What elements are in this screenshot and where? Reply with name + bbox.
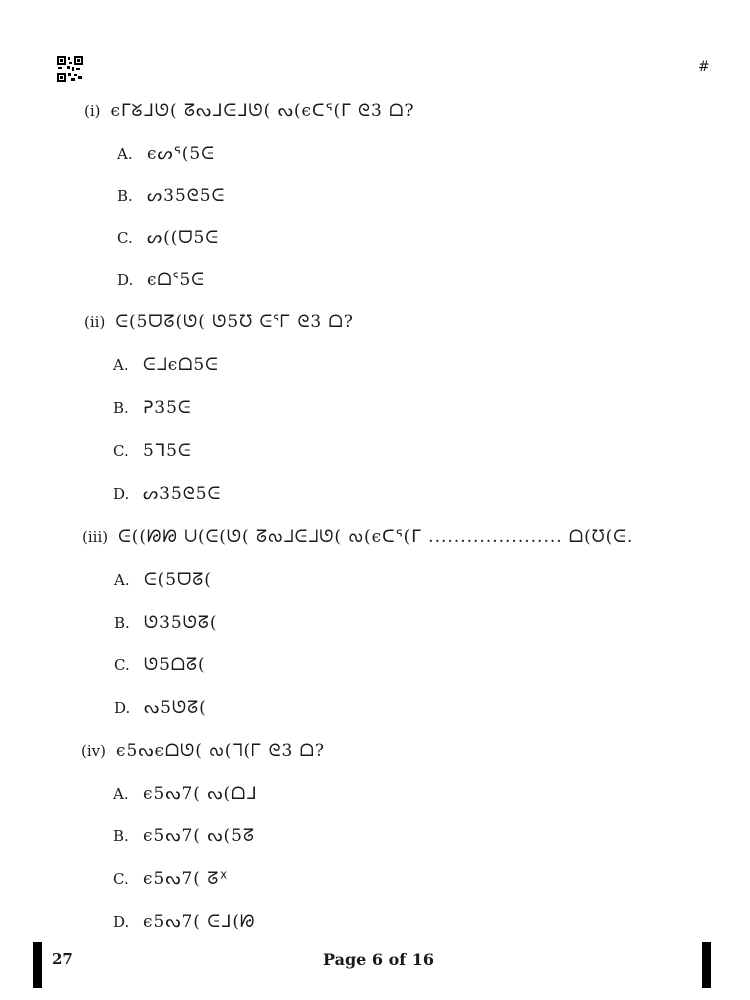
option-letter: D. — [113, 913, 130, 931]
footer-right-bar — [702, 942, 711, 988]
option-1c — [117, 228, 219, 248]
option-4d — [113, 912, 255, 932]
option-1d — [117, 270, 205, 290]
option-2a — [113, 355, 219, 375]
option-letter: C. — [113, 442, 129, 460]
question-number: (ii) — [84, 313, 106, 331]
option-text: 5ᒣ5ᕮ — [143, 441, 192, 461]
option-text: ϵᔕᕐ(5ᕮ — [147, 144, 215, 164]
option-1a — [117, 144, 215, 164]
option-letter: D. — [114, 699, 131, 717]
option-letter: B. — [114, 614, 130, 632]
question-number: (i) — [84, 102, 101, 120]
option-letter: A. — [117, 145, 133, 163]
option-letter: B. — [113, 399, 129, 417]
option-text: ϵ5ᔓ7( ᔓ(ᗝᒧ — [143, 784, 258, 804]
option-text: ᕮᒧϵᗝ5ᕮ — [143, 355, 219, 375]
option-letter: D. — [113, 485, 130, 503]
question-1 — [84, 101, 414, 121]
qr-code-icon — [57, 56, 83, 82]
question-number: (iv) — [81, 742, 106, 760]
option-text: ϵ5ᔓ7( ᕮᒧ(ᘙ — [143, 912, 256, 932]
option-text: ᘎ5ᗝᘔ( — [144, 655, 206, 675]
option-letter: B. — [113, 827, 129, 845]
option-1b — [117, 186, 225, 206]
option-text: ᔕ35ᘓ5ᕮ — [143, 484, 222, 504]
option-text: ᘎ35ᘎᘔ( — [144, 613, 218, 633]
option-letter: D. — [117, 271, 134, 289]
option-3a — [114, 570, 212, 590]
footer-left-bar — [33, 942, 42, 988]
question-text: ᕮ((ᘙᘙ ᑌ(ᕮ(ᘎ( ᘔᔓᒧᕮᒧᘎ( ᔓ(ϵᑕᕐ(ᒥ ..................... ᗝ(ᘮ(ᕮ. — [118, 527, 634, 547]
option-text: ϵ5ᔓ7( ᔓ(5ᘔ — [143, 826, 255, 846]
option-3b — [114, 613, 217, 633]
option-text: ᔕ((ᗜ5ᕮ — [147, 228, 219, 248]
option-text: ᕮ(5ᗜᘔ( — [144, 570, 212, 590]
option-letter: C. — [113, 870, 129, 888]
question-3 — [82, 527, 633, 547]
question-text: ᕮ(5ᗜᘔ(ᘎ( ᘎ5ᘮ ᕮᕐᒥ ᘓ3 ᗝ? — [115, 312, 354, 332]
question-text: ϵᒥᘜᒧᘎ( ᘔᔓᒧᕮᒧᘎ( ᔓ(ϵᑕᕐ(ᒥ ᘓ3 ᗝ? — [110, 101, 415, 121]
question-number: (iii) — [82, 528, 109, 546]
question-4 — [81, 741, 325, 761]
option-text: ϵᗝᕐ5ᕮ — [147, 270, 205, 290]
option-2b — [113, 398, 192, 418]
option-3d — [114, 698, 207, 718]
option-letter: C. — [117, 229, 133, 247]
option-4a — [113, 784, 258, 804]
option-2c — [113, 441, 192, 461]
question-text: ϵ5ᔓϵᗝᘎ( ᔓ(ᒣ(ᒥ ᘓ3 ᗝ? — [115, 741, 325, 761]
option-letter: A. — [113, 356, 129, 374]
option-text: ᔕ35ᘓ5ᕮ — [147, 186, 226, 206]
option-text: ᔓ5ᘎᘔ( — [144, 698, 207, 718]
option-letter: B. — [117, 187, 133, 205]
page-mark: # — [698, 59, 710, 75]
option-3c — [114, 655, 206, 675]
option-4c — [113, 869, 229, 889]
option-letter: A. — [114, 571, 130, 589]
question-2 — [84, 312, 354, 332]
option-text: ᕈ35ᕮ — [143, 398, 192, 418]
option-letter: C. — [114, 656, 130, 674]
option-text: ϵ5ᔓ7( ᘔᕽ — [143, 869, 229, 889]
footer-code: 27 — [52, 950, 73, 968]
option-letter: A. — [113, 785, 129, 803]
page-number: Page 6 of 16 — [323, 950, 434, 969]
option-2d — [113, 484, 221, 504]
option-4b — [113, 826, 255, 846]
